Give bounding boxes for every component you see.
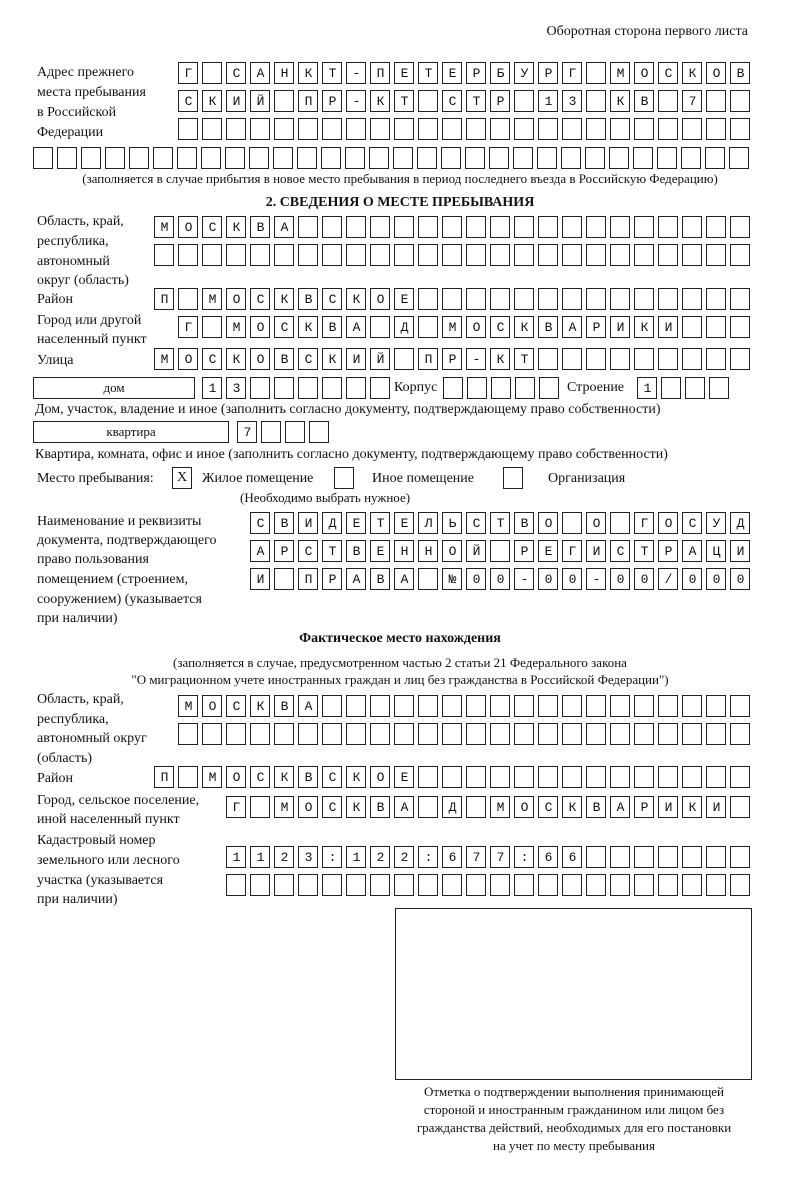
prev-address-note: (заполняется в случае прибытия в новое место пребывания в период последнего въезда в Российскую Федерацию) [82,171,718,186]
row-text: П МОСКВСКОЕ [160,292,761,307]
doc-label-2: документа, подтверждающего [37,533,217,548]
oblast-label-4: округ (область) [37,273,129,288]
oblast-label-1: Область, край, [37,214,124,229]
oblast-label-2: республика, [37,234,109,249]
row-text: Г МОСКВА Д МОСКВАРИКИ [184,320,761,335]
actual-gorod-label-1: Город, сельское поселение, [37,793,200,808]
stroenie-label: Строение [567,380,625,395]
kadastr-label-3: участка (указывается [37,873,164,888]
korpus-label: Корпус [394,380,438,395]
row-text: 1 [643,381,740,396]
raion-label: Район [37,292,73,307]
kv-note: Квартира, комната, офис и иное (заполнить согласно документу, подтверждающему право собственности) [35,447,668,462]
kv-type-field[interactable]: квартира [33,421,229,443]
checkbox-other-premises[interactable] [334,467,354,489]
actual-title: Фактическое место нахождения [299,631,501,646]
oblast-label-3: автономный [37,254,110,269]
ulitsa-label: Улица [37,353,74,368]
kadastr-label-4: при наличии) [37,892,118,907]
kadastr-label-2: земельного или лесного [37,853,180,868]
row-text: Г САНКТ-ПЕТЕРБУРГ МОСКОВ [184,66,761,81]
gorod-label-2: населенный пункт [37,332,147,347]
doc-label-6: при наличии) [37,611,118,626]
row-text [154,244,761,267]
prev-address-label-4: Федерации [37,125,104,140]
stamp-box [395,908,752,1080]
row-text: МОСКВА [160,220,761,235]
row-text [226,874,761,897]
row-text: СКИЙ ПР-КТ СТР 13 КВ 7 [184,94,761,109]
row-text: Г МОСКВА Д МОСКВАРИКИ [232,800,761,815]
row-text: МОСКОВСКИЙ ПР-КТ [160,352,761,367]
dom-type-field[interactable]: дом [33,377,195,399]
stamp-caption-2: стороной и иностранным гражданином или лицом без [423,1102,725,1117]
row-text: И ПРАВА №00-00-00/000 [256,572,761,587]
row-text [178,118,761,141]
actual-note-1: (заполняется в случае, предусмотренном частью 2 статьи 21 Федерального закона [173,655,627,670]
stamp-caption-4: на учет по месту пребывания [493,1138,655,1153]
checkbox-organization[interactable] [503,467,523,489]
kadastr-label-1: Кадастровый номер [37,833,156,848]
row-text: МОСКВА [184,699,761,714]
row-text: 7 [243,425,340,440]
actual-raion-label: Район [37,771,73,786]
dom-note: Дом, участок, владение и иное (заполнить согласно документу, подтверждающему право собственности) [35,402,661,417]
actual-note-2: "О миграционном учете иностранных граждан и лиц без гражданства в Российской Федерации") [131,672,669,687]
checkbox-residential[interactable]: X [172,467,192,489]
stamp-caption-3: гражданства действий, необходимых для его постановки [416,1120,732,1135]
doc-label-1: Наименование и реквизиты [37,514,202,529]
actual-oblast-label-1: Область, край, [37,692,124,707]
row-text: СВИДЕТЕЛЬСТВО О ГОСУД [256,516,761,531]
row-text [178,723,761,746]
option-other-label: Иное помещение [372,471,474,486]
row-text: 1123:122:677:66 [232,850,761,865]
stamp-caption-1: Отметка о подтверждении выполнения принимающей [423,1084,725,1099]
row-text: П МОСКВСКОЕ [160,770,761,785]
prev-address-label-3: в Российской [37,105,117,120]
doc-label-4: помещением (строением, [37,572,188,587]
prev-address-label-1: Адрес прежнего [37,65,134,80]
actual-gorod-label-2: иной населенный пункт [37,812,180,827]
row-text: АРСТВЕННОЙ РЕГИСТРАЦИ [256,544,761,559]
page-header: Оборотная сторона первого листа [546,24,748,39]
row-text: 13 [208,381,401,396]
doc-label-3: право пользования [37,552,149,567]
gorod-label-1: Город или другой [37,313,142,328]
place-label: Место пребывания: [37,471,154,486]
actual-oblast-label-3: автономный округ [37,731,147,746]
row-text [33,147,760,170]
option-residential-label: Жилое помещение [202,471,314,486]
option-organization-label: Организация [548,471,626,486]
actual-oblast-label-2: республика, [37,712,109,727]
doc-label-5: сооружением) (указывается [37,592,202,607]
row-text [443,377,570,400]
choose-note: (Необходимо выбрать нужное) [240,490,411,505]
actual-oblast-label-4: (область) [37,751,93,766]
prev-address-label-2: места пребывания [37,85,146,100]
section-title: 2. СВЕДЕНИЯ О МЕСТЕ ПРЕБЫВАНИЯ [265,195,535,210]
